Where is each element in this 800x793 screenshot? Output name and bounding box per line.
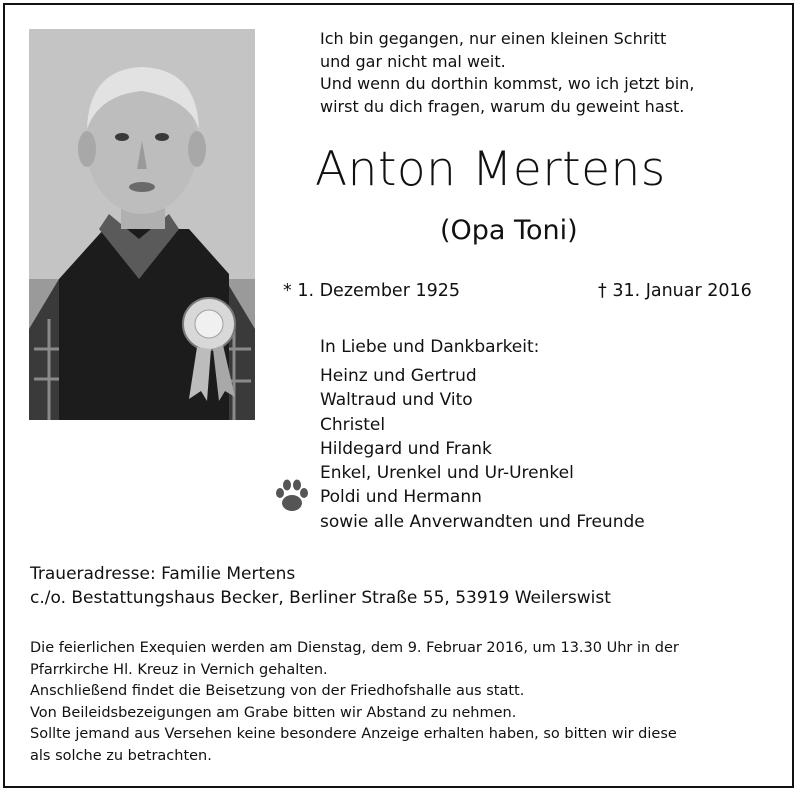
birth-date: * 1. Dezember 1925 bbox=[283, 281, 460, 301]
poem bbox=[320, 28, 694, 118]
mourner-item: Christel bbox=[320, 414, 386, 435]
thanks-heading: In Liebe und Dankbarkeit: bbox=[320, 337, 540, 357]
notice-line: Von Beileidsbezeigungen am Grabe bitten wir Abstand zu nehmen. bbox=[30, 704, 517, 721]
notice-line: Pfarrkirche Hl. Kreuz in Vernich gehalten. bbox=[30, 661, 328, 678]
poem-line: Und wenn du dorthin kommst, wo ich jetzt bin, bbox=[320, 74, 695, 93]
mourners-list bbox=[320, 364, 645, 534]
address-line: c./o. Bestattungshaus Becker, Berliner Straße 55, 53919 Weilerswist bbox=[30, 588, 611, 608]
nickname: (Opa Toni) bbox=[440, 215, 578, 246]
mourner-item: Heinz und Gertrud bbox=[320, 366, 477, 386]
notice-line: Anschließend findet die Beisetzung von der Friedhofshalle aus statt. bbox=[30, 683, 525, 700]
paw-print-icon bbox=[275, 478, 309, 514]
poem-line: Ich bin gegangen, nur einen kleinen Schritt bbox=[320, 29, 667, 48]
mourner-item: Enkel, Urenkel und Ur-Urenkel bbox=[320, 463, 574, 484]
mourner-item: Poldi und Hermann bbox=[320, 487, 482, 508]
poem-line: und gar nicht mal weit. bbox=[320, 51, 506, 71]
notice-line: Sollte jemand aus Versehen keine besondere Anzeige erhalten haben, so bitten wir diese bbox=[30, 726, 677, 743]
notice-line: als solche zu betrachten. bbox=[30, 747, 212, 764]
mourner-item: Waltraud und Vito bbox=[320, 390, 473, 411]
mourner-item: sowie alle Anverwandten und Freunde bbox=[320, 511, 645, 532]
address-line: Traueradresse: Familie Mertens bbox=[30, 564, 296, 584]
notice-line: Die feierlichen Exequien werden am Dienstag, dem 9. Februar 2016, um 13.30 Uhr in der bbox=[30, 640, 679, 656]
portrait-photo bbox=[29, 29, 255, 420]
death-date: † 31. Januar 2016 bbox=[598, 281, 752, 301]
mourner-item: Hildegard und Frank bbox=[320, 438, 492, 459]
deceased-name: Anton Mertens bbox=[315, 142, 666, 197]
mourning-address bbox=[30, 562, 611, 610]
poem-line: wirst du dich fragen, warum du geweint hast. bbox=[320, 96, 685, 116]
funeral-notice bbox=[30, 638, 679, 768]
